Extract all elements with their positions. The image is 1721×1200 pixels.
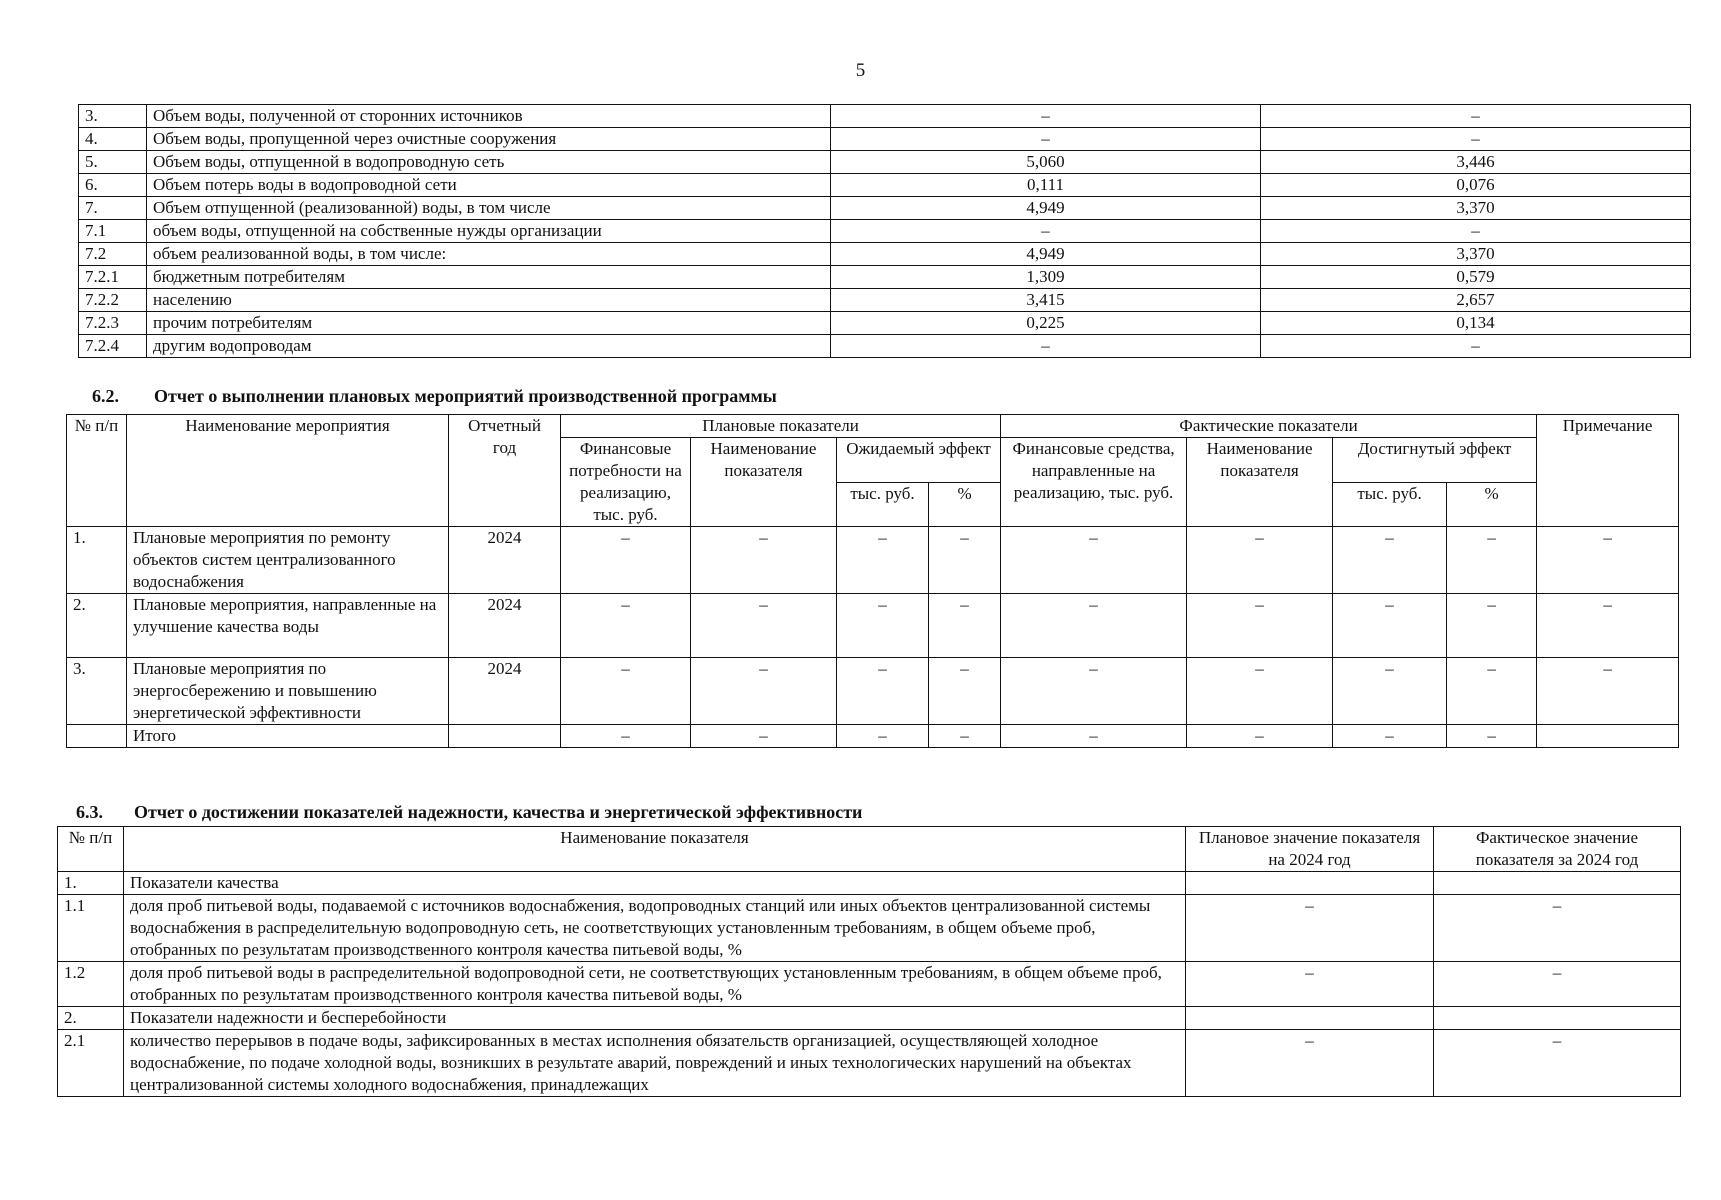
row-name: прочим потребителям bbox=[147, 312, 831, 335]
row-number: 6. bbox=[79, 174, 147, 197]
value-cell: – bbox=[1001, 594, 1187, 658]
value-cell: – bbox=[1001, 527, 1187, 594]
section-title-text: Отчет о выполнении плановых мероприятий производственной программы bbox=[154, 386, 777, 406]
total-note-empty bbox=[1537, 725, 1679, 748]
value-cell: – bbox=[561, 527, 691, 594]
table-row bbox=[79, 151, 1691, 174]
header-fact: Фактические показатели bbox=[1001, 415, 1537, 438]
value-cell: – bbox=[691, 594, 837, 658]
row-name: Объем отпущенной (реализованной) воды, в том числе bbox=[147, 197, 831, 220]
total-row bbox=[67, 725, 1679, 748]
table-row bbox=[58, 1030, 1681, 1097]
table-row bbox=[79, 105, 1691, 128]
table-row bbox=[58, 895, 1681, 962]
table-row bbox=[79, 266, 1691, 289]
fact-value bbox=[1434, 1007, 1681, 1030]
value-cell: – bbox=[1187, 658, 1333, 725]
row-number: 2.1 bbox=[58, 1030, 124, 1097]
report-year: 2024 bbox=[449, 658, 561, 725]
row-number: 7.2.4 bbox=[79, 335, 147, 358]
table-row bbox=[79, 220, 1691, 243]
value-cell: – bbox=[929, 594, 1001, 658]
value-cell: – bbox=[1537, 658, 1679, 725]
value-cell: – bbox=[1333, 658, 1447, 725]
plan-value: 5,060 bbox=[831, 151, 1261, 174]
total-value: – bbox=[561, 725, 691, 748]
row-number: 2. bbox=[58, 1007, 124, 1030]
table-row bbox=[79, 243, 1691, 266]
indicator-name: Показатели надежности и бесперебойности bbox=[124, 1007, 1186, 1030]
total-value: – bbox=[691, 725, 837, 748]
value-cell: – bbox=[1001, 658, 1187, 725]
plan-value: 4,949 bbox=[831, 197, 1261, 220]
table-row bbox=[79, 312, 1691, 335]
row-number: 3. bbox=[79, 105, 147, 128]
value-cell: – bbox=[691, 658, 837, 725]
header-fact-finance: Финансовые средства, направленные на реализацию, тыс. руб. bbox=[1001, 438, 1187, 527]
row-number-empty bbox=[67, 725, 127, 748]
value-cell: – bbox=[691, 527, 837, 594]
indicators-table bbox=[57, 826, 1681, 1097]
section-number: 6.2. bbox=[92, 386, 119, 406]
section-number: 6.3. bbox=[76, 802, 103, 822]
row-number: 3. bbox=[67, 658, 127, 725]
header-fact-effect: Достигнутый эффект bbox=[1333, 438, 1537, 483]
row-number: 1.2 bbox=[58, 962, 124, 1007]
row-name: Объем воды, полученной от сторонних источников bbox=[147, 105, 831, 128]
header-fact-thous-rub: тыс. руб. bbox=[1333, 482, 1447, 527]
row-name: объем реализованной воды, в том числе: bbox=[147, 243, 831, 266]
fact-value: 0,134 bbox=[1261, 312, 1691, 335]
fact-value: 3,446 bbox=[1261, 151, 1691, 174]
fact-value: – bbox=[1434, 1030, 1681, 1097]
table-row bbox=[58, 1007, 1681, 1030]
row-name: бюджетным потребителям bbox=[147, 266, 831, 289]
total-value: – bbox=[837, 725, 929, 748]
value-cell: – bbox=[1187, 594, 1333, 658]
plan-value: 1,309 bbox=[831, 266, 1261, 289]
indicator-name: доля проб питьевой воды, подаваемой с источников водоснабжения, водопроводных станций или иных объектов централизованной системы водоснабжения в распределительную водопроводную сеть, не соответствующих установленным требованиям, в общем объеме проб, отобранных по результатам производственного контроля качества питьевой воды, % bbox=[124, 895, 1186, 962]
row-name: Объем воды, отпущенной в водопроводную сеть bbox=[147, 151, 831, 174]
plan-value: 0,225 bbox=[831, 312, 1261, 335]
header-plan-effect: Ожидаемый эффект bbox=[837, 438, 1001, 483]
value-cell: – bbox=[837, 594, 929, 658]
fact-value bbox=[1434, 872, 1681, 895]
table-row bbox=[67, 527, 1679, 594]
header-measure-name: Наименование мероприятия bbox=[127, 415, 449, 527]
indicator-name: Показатели качества bbox=[124, 872, 1186, 895]
header-num: № п/п bbox=[58, 827, 124, 872]
row-number: 1. bbox=[58, 872, 124, 895]
planned-measures-table bbox=[66, 414, 1679, 748]
table-row bbox=[58, 962, 1681, 1007]
value-cell: – bbox=[837, 527, 929, 594]
header-plan-finance: Финансовые потребности на реализацию, тыс. руб. bbox=[561, 438, 691, 527]
row-number: 1. bbox=[67, 527, 127, 594]
plan-value: – bbox=[1186, 1030, 1434, 1097]
fact-value: – bbox=[1261, 220, 1691, 243]
table-row bbox=[79, 335, 1691, 358]
header-year: Отчетный год bbox=[449, 415, 561, 527]
value-cell: – bbox=[837, 658, 929, 725]
value-cell: – bbox=[1333, 594, 1447, 658]
plan-value bbox=[1186, 1007, 1434, 1030]
plan-value: – bbox=[1186, 962, 1434, 1007]
table-row bbox=[67, 594, 1679, 658]
value-cell: – bbox=[561, 594, 691, 658]
plan-value: 3,415 bbox=[831, 289, 1261, 312]
fact-value: – bbox=[1434, 895, 1681, 962]
value-cell: – bbox=[1447, 594, 1537, 658]
header-plan-percent: % bbox=[929, 482, 1001, 527]
value-cell: – bbox=[1447, 527, 1537, 594]
page-number: 5 bbox=[855, 60, 866, 81]
header-num: № п/п bbox=[67, 415, 127, 527]
row-name: Объем потерь воды в водопроводной сети bbox=[147, 174, 831, 197]
table-row bbox=[79, 128, 1691, 151]
total-label: Итого bbox=[127, 725, 449, 748]
header-plan-indicator: Наименование показателя bbox=[691, 438, 837, 527]
fact-value: 3,370 bbox=[1261, 197, 1691, 220]
plan-value: – bbox=[831, 220, 1261, 243]
row-number: 4. bbox=[79, 128, 147, 151]
header-plan-thous-rub: тыс. руб. bbox=[837, 482, 929, 527]
table-row bbox=[79, 174, 1691, 197]
header-indicator-name: Наименование показателя bbox=[124, 827, 1186, 872]
table-row bbox=[58, 872, 1681, 895]
row-number: 2. bbox=[67, 594, 127, 658]
fact-value: 2,657 bbox=[1261, 289, 1691, 312]
total-value: – bbox=[1333, 725, 1447, 748]
section-6-3-title bbox=[76, 802, 862, 823]
value-cell: – bbox=[1537, 527, 1679, 594]
row-number: 7.2.2 bbox=[79, 289, 147, 312]
fact-value: – bbox=[1261, 105, 1691, 128]
row-number: 7.1 bbox=[79, 220, 147, 243]
report-year: 2024 bbox=[449, 527, 561, 594]
value-cell: – bbox=[1537, 594, 1679, 658]
plan-value: – bbox=[831, 335, 1261, 358]
row-number: 7.2.1 bbox=[79, 266, 147, 289]
plan-value: – bbox=[1186, 895, 1434, 962]
value-cell: – bbox=[1333, 527, 1447, 594]
table-row bbox=[67, 658, 1679, 725]
plan-value: – bbox=[831, 105, 1261, 128]
indicator-name: доля проб питьевой воды в распределительной водопроводной сети, не соответствующих установленным требованиям, в общем объеме проб, отобранных по результатам производственного контроля качества питьевой воды, % bbox=[124, 962, 1186, 1007]
row-number: 7.2 bbox=[79, 243, 147, 266]
header-note: Примечание bbox=[1537, 415, 1679, 527]
value-cell: – bbox=[929, 658, 1001, 725]
report-year: 2024 bbox=[449, 594, 561, 658]
fact-value: – bbox=[1434, 962, 1681, 1007]
total-year-empty bbox=[449, 725, 561, 748]
plan-value: 4,949 bbox=[831, 243, 1261, 266]
total-value: – bbox=[1447, 725, 1537, 748]
header-fact-value: Фактическое значение показателя за 2024 год bbox=[1434, 827, 1681, 872]
value-cell: – bbox=[1447, 658, 1537, 725]
measure-name: Плановые мероприятия по энергосбережению и повышению энергетической эффективности bbox=[127, 658, 449, 725]
value-cell: – bbox=[1187, 527, 1333, 594]
header-plan-value: Плановое значение показателя на 2024 год bbox=[1186, 827, 1434, 872]
section-title-text: Отчет о достижении показателей надежности, качества и энергетической эффективности bbox=[134, 802, 863, 822]
measure-name: Плановые мероприятия, направленные на улучшение качества воды bbox=[127, 594, 449, 658]
total-value: – bbox=[1187, 725, 1333, 748]
fact-value: 0,076 bbox=[1261, 174, 1691, 197]
row-name: Объем воды, пропущенной через очистные сооружения bbox=[147, 128, 831, 151]
fact-value: 0,579 bbox=[1261, 266, 1691, 289]
row-number: 7.2.3 bbox=[79, 312, 147, 335]
row-name: населению bbox=[147, 289, 831, 312]
plan-value: 0,111 bbox=[831, 174, 1261, 197]
row-name: другим водопроводам bbox=[147, 335, 831, 358]
fact-value: – bbox=[1261, 128, 1691, 151]
section-6-2-title bbox=[92, 386, 777, 407]
value-cell: – bbox=[929, 527, 1001, 594]
value-cell: – bbox=[561, 658, 691, 725]
plan-value: – bbox=[831, 128, 1261, 151]
total-value: – bbox=[1001, 725, 1187, 748]
row-number: 5. bbox=[79, 151, 147, 174]
fact-value: 3,370 bbox=[1261, 243, 1691, 266]
measure-name: Плановые мероприятия по ремонту объектов систем централизованного водоснабжения bbox=[127, 527, 449, 594]
table-row bbox=[79, 289, 1691, 312]
row-number: 1.1 bbox=[58, 895, 124, 962]
row-name: объем воды, отпущенной на собственные нужды организации bbox=[147, 220, 831, 243]
table-row bbox=[79, 197, 1691, 220]
header-fact-indicator: Наименование показателя bbox=[1187, 438, 1333, 527]
fact-value: – bbox=[1261, 335, 1691, 358]
total-value: – bbox=[929, 725, 1001, 748]
row-number: 7. bbox=[79, 197, 147, 220]
plan-value bbox=[1186, 872, 1434, 895]
water-volume-table bbox=[78, 104, 1691, 358]
header-plan: Плановые показатели bbox=[561, 415, 1001, 438]
header-fact-percent: % bbox=[1447, 482, 1537, 527]
indicator-name: количество перерывов в подаче воды, зафиксированных в местах исполнения обязательств организацией, осуществляющей холодное водоснабжение, по подаче холодной воды, возникших в результате аварий, повреждений и иных технологических нарушений на объектах централизованной системы холодного водоснабжения, принадлежащих bbox=[124, 1030, 1186, 1097]
